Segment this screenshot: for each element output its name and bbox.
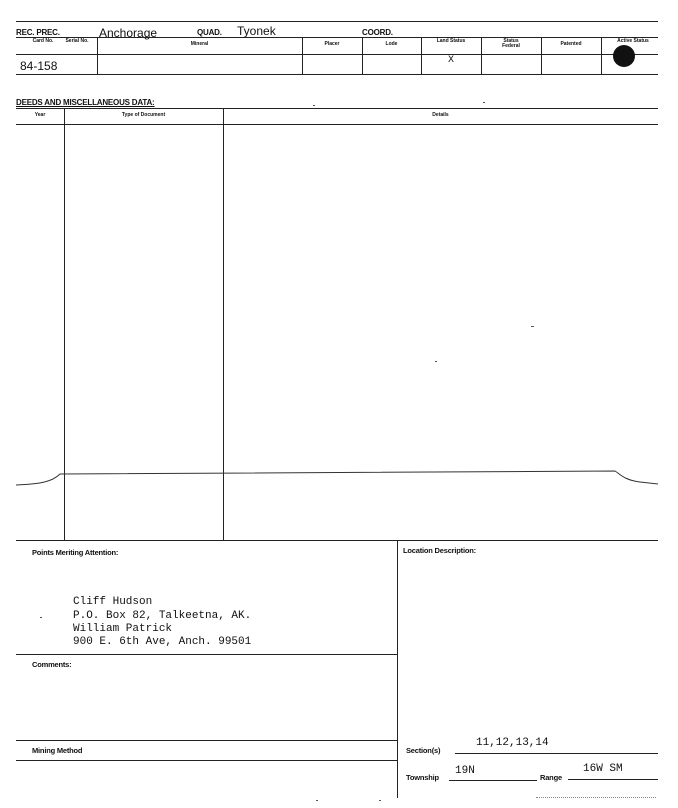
col-land-status: Land Status	[436, 38, 466, 44]
scan-speck	[316, 800, 318, 801]
coord-label: COORD.	[362, 28, 393, 37]
col-divider	[601, 37, 602, 74]
points-label: Points Meriting Attention:	[32, 548, 119, 557]
page-seam-line	[0, 464, 678, 494]
scan-speck	[40, 617, 42, 618]
active-status-dot-icon	[613, 45, 635, 67]
col-active: Active Status	[617, 38, 649, 44]
col-placer: Placer	[324, 41, 340, 47]
col-patented: Patented	[560, 41, 582, 47]
deeds-header-line	[16, 124, 658, 125]
rec-prec-label: REC. PREC.	[16, 28, 60, 37]
points-line: P.O. Box 82, Talkeetna, AK.	[73, 610, 252, 622]
header-row-line	[16, 37, 658, 38]
location-label: Location Description:	[403, 546, 476, 555]
header-bottom-line	[16, 74, 658, 75]
range-line	[568, 779, 658, 780]
range-label: Range	[540, 773, 562, 782]
scan-speck	[536, 797, 656, 799]
points-line: 900 E. 6th Ave, Anch. 99501	[73, 636, 252, 648]
quad-label: QUAD.	[197, 28, 222, 37]
bottom-col-divider	[397, 540, 398, 798]
col-year: Year	[34, 112, 46, 118]
col-divider	[481, 37, 482, 74]
land-status-mark: X	[448, 55, 455, 66]
header-top-line	[16, 21, 658, 22]
deeds-bottom-line	[16, 540, 658, 541]
col-serial-no: Serial No.	[65, 38, 89, 44]
points-line: William Patrick	[73, 623, 173, 635]
mining-top-line	[16, 740, 397, 741]
quad-value: Tyonek	[237, 24, 276, 38]
township-line	[449, 780, 537, 781]
township-label: Township	[406, 773, 439, 782]
scan-speck	[483, 102, 485, 103]
section-label: Section(s)	[406, 746, 441, 755]
mining-line	[16, 760, 397, 761]
comments-label: Comments:	[32, 660, 72, 669]
mining-method-label: Mining Method	[32, 746, 83, 755]
col-type: Type of Document	[121, 112, 166, 118]
col-divider	[421, 37, 422, 74]
scan-speck	[313, 105, 315, 106]
range-value: 16W SM	[583, 763, 623, 775]
header-col-line	[16, 54, 658, 55]
scan-speck	[435, 361, 437, 362]
township-value: 19N	[455, 765, 475, 777]
deeds-top-line	[16, 108, 658, 109]
col-details: Details	[432, 112, 449, 118]
card-no-value: 84-158	[20, 59, 58, 73]
section-value: 11,12,13,14	[476, 737, 549, 749]
col-lode: Lode	[385, 41, 398, 47]
rec-prec-value: Anchorage	[99, 26, 158, 40]
col-mineral: Mineral	[190, 41, 209, 47]
col-card-no: Card No.	[32, 38, 54, 44]
deeds-title: DEEDS AND MISCELLANEOUS DATA:	[16, 98, 155, 107]
scan-speck	[531, 326, 534, 327]
points-line: Cliff Hudson	[73, 596, 153, 608]
scan-speck	[379, 800, 381, 801]
comments-top-line	[16, 654, 397, 655]
col-status-federal: Status Federal	[502, 38, 520, 49]
section-line	[455, 753, 658, 754]
